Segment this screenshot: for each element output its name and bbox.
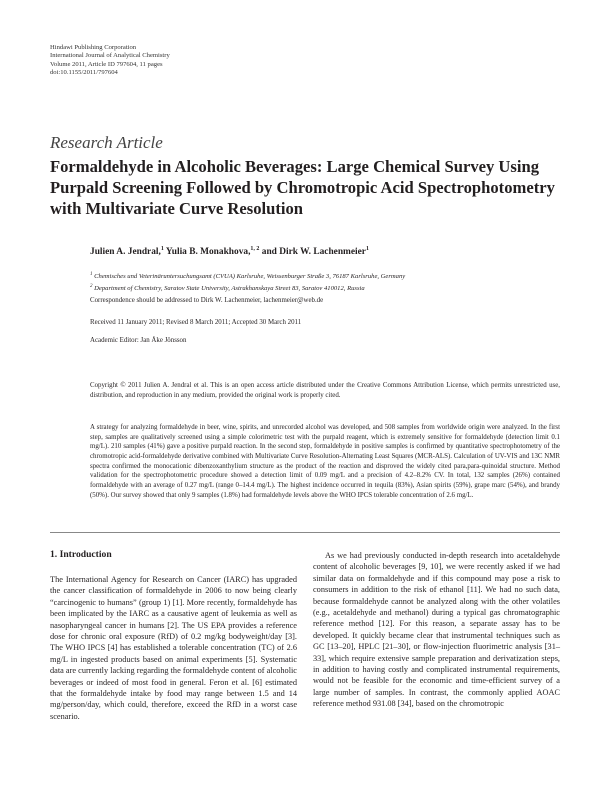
article-type: Research Article (50, 133, 163, 152)
correspondence: Correspondence should be addressed to Dirk W. Lachenmeier, lachenmeier@web.de (90, 297, 324, 304)
author-name: Julien A. Jendral, (90, 247, 161, 258)
author-affil-mark: 1 (365, 246, 369, 252)
author-affil-mark: 1 (160, 246, 164, 252)
affiliation-text: Chemisches und Veterinäruntersuchungsamt (CVUA) Karlsruhe, Weissenburger Straße 3, 76187 Karlsruhe, Germany (94, 273, 406, 281)
affiliation-mark: 2 (90, 284, 93, 290)
section-heading: 1. Introduction (50, 549, 112, 560)
paragraph: As we had previously conducted in-depth research into acetaldehyde content of alcoholic beverages [9, 10], we were recently asked if we had similar data on formaldehyde and if this compound may pose a risk to consumers in addition to the risk of ethanol [11]. We had no such data, because formaldehyde cannot be analyzed along with the other volatiles (e.g., acetaldehyde and methanol) during a typical gas chromatographic reference method [12]. For this reason, a separate assay has to be developed. It quickly became clear that instrumental techniques such as GC [13–20], HPLC [21–30], or flow-injection fluorimetric analysis [31–33], which require extensive sample preparation and derivatization steps, in addition to having costly and complicated instrumental requirements, would not be feasible for the economic and time-efficient survey of a large number of samples. In contrast, the commonly applied AOAC reference method 931.08 [34], based on the chromotropic (313, 551, 560, 709)
article-dates: Received 11 January 2011; Revised 8 March 2011; Accepted 30 March 2011 (90, 319, 302, 326)
affiliation (90, 282, 560, 294)
paper-title: Formaldehyde in Alcoholic Beverages: Large Chemical Survey Using Purpald Screening Followed by Chromotropic Acid Spectrophotometry with Multivariate Curve Resolution (50, 157, 555, 218)
section-divider (50, 532, 560, 533)
affiliation (90, 270, 560, 282)
volume-info: Volume 2011, Article ID 797604, 11 pages (50, 60, 163, 68)
author-name: Yulia B. Monakhova, (163, 247, 251, 258)
copyright-notice: Copyright © 2011 Julien A. Jendral et al. This is an open access article distributed under the Creative Commons Attribution License, which permits unrestricted use, distribution, and reproduction in any medium, provided the original work is properly cited. (90, 382, 560, 399)
doi: doi:10.1155/2011/797604 (50, 69, 118, 77)
academic-editor: Academic Editor: Jan Åke Jönsson (90, 337, 187, 344)
body-column-left (50, 574, 297, 722)
author-name: and Dirk W. Lachenmeier (259, 247, 366, 258)
journal-header (50, 44, 170, 78)
affiliations (90, 270, 560, 294)
body-column-right (313, 550, 560, 710)
publisher: Hindawi Publishing Corporation (50, 44, 137, 51)
author-list (90, 246, 369, 257)
journal-name: International Journal of Analytical Chemistry (50, 52, 170, 60)
paragraph: The International Agency for Research on Cancer (IARC) has upgraded the cancer classification of formaldehyde in 2006 to now being clearly “carcinogenic to humans” (group 1) [1]. More recently, formaldehyde has been implicated by the IARC as a causative agent of leukemia as well as nasopharyngeal cancer in humans [2]. The US EPA provides a reference dose for chronic oral exposure (RfD) of 0.2 mg/kg bodyweight/day [3]. The WHO IPCS [4] has established a tolerable concentration (TC) of 2.6 mg/L in ingested products based on animal experiments [5]. Systematic data are currently lacking regarding the formaldehyde content of alcoholic beverages or indeed of most food in general. Feron et al. [6] estimated that the formaldehyde intake by food may range between 1.5 and 14 mg/person/day, which could, therefore, exceed the RfD in a worst case scenario. (50, 575, 297, 721)
affiliation-text: Department of Chemistry, Saratov State University, Astrakhanskaya Street 83, Saratov 410012, Russia (94, 285, 365, 293)
affiliation-mark: 1 (90, 272, 93, 277)
author-affil-mark: 1, 2 (250, 246, 260, 252)
abstract: A strategy for analyzing formaldehyde in beer, wine, spirits, and unrecorded alcohol was developed, and 508 samples from worldwide origin were analyzed. In the first step, samples are qualitatively screened using a simple colorimetric test with the purpald reagent, which is extremely sensitive for formaldehyde (detection limit 0.1 mg/L). 210 samples (41%) gave a positive purpald reaction. In the second step, formaldehyde in positive samples is confirmed by quantitative spectrophotometry of the chromotropic acid-formaldehyde derivative combined with Multivariate Curve Resolution-Alternating Least Squares (MCR-ALS). Calculation of UV-VIS and 13C NMR spectra confirmed the monocationic dibenzoxanthylium structure as the product of the reaction and disproved the widely cited para,para-quinoidal structure. Method validation for the spectrophotometric procedure showed a detection limit of 0.09 mg/L and a precision of 4.2–8.2% CV. In total, 132 samples (26%) contained formaldehyde with an average of 0.27 mg/L (range 0–14.4 mg/L). The highest incidence occurred in tequila (83%), Asian spirits (59%), grape marc (54%), and brandy (50%). Our survey showed that only 9 samples (1.8%) had formaldehyde levels above the WHO IPCS tolerable concentration of 2.6 mg/L. (90, 424, 560, 499)
